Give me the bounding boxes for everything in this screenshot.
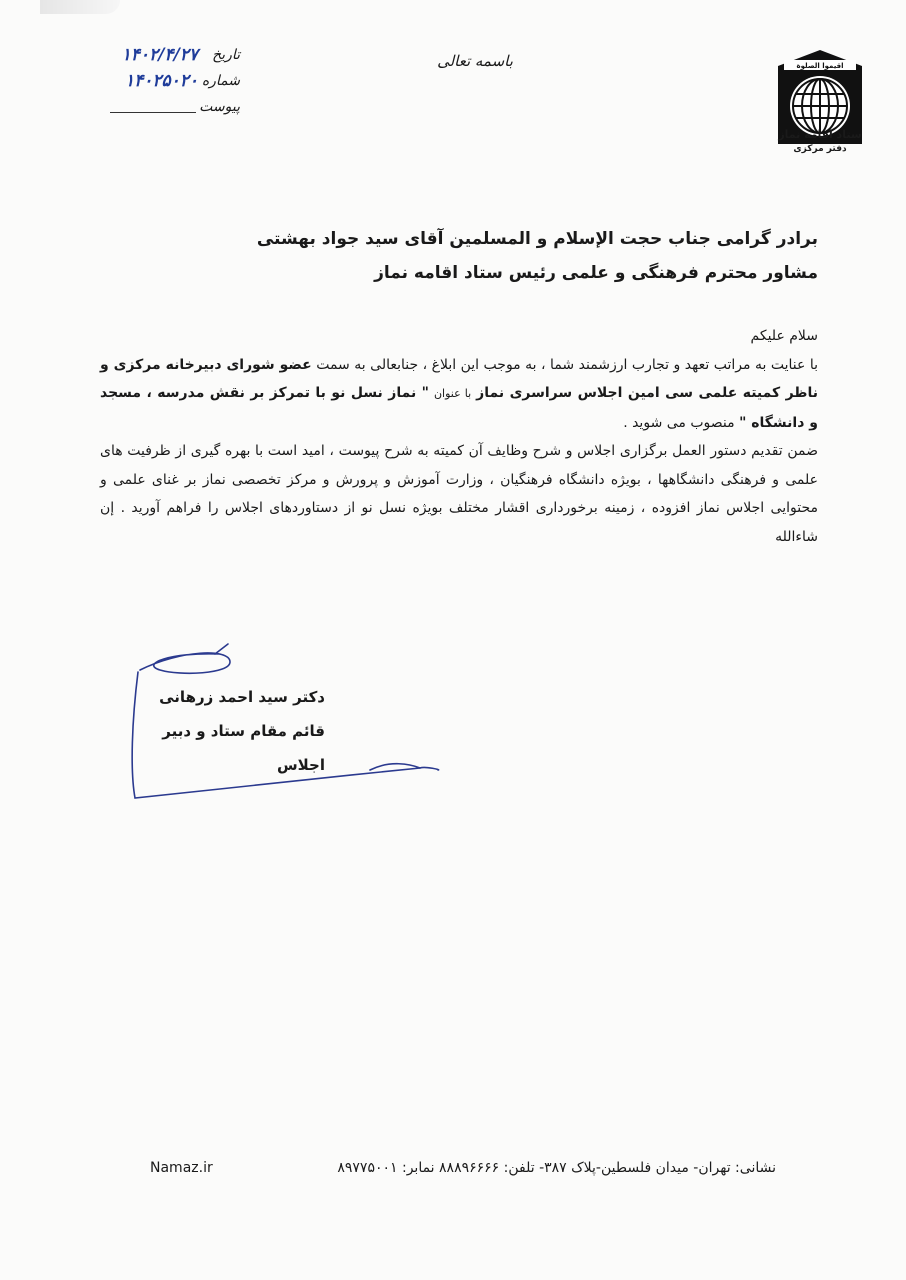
greeting: سلام علیکم (750, 328, 818, 344)
signatory-name: دکتر سید احمد زرهانی (159, 688, 325, 706)
p1-conference-title: " نماز نسل نو با تمرکز بر نقش مدرسه ، مسجد و دانشگاه " (100, 385, 818, 431)
p1-titled: با عنوان (433, 387, 472, 400)
paragraph-2: ضمن تقدیم دستور العمل برگزاری اجلاس و شرح وظایف آن کمیته به شرح پیوست ، امید است با بهره گیری از ظرفیت های علمی و فرهنگی دانشگاهها ، بویژه دانشگاه فرهنگیان ، وزارت آموزش و پرورش و مرکز تخصصی نماز بر غنای علمی و محتوایی اجلاس نماز افزوده ، زمینه برخورداری اقشار مختلف بویژه نسل نو از دستاوردهای اجلاس را فراهم آورید . إن شاءالله (100, 443, 818, 545)
attachment-label: پیوست (199, 99, 240, 115)
letter-meta (110, 42, 240, 120)
number-row (110, 68, 240, 94)
footer-website[interactable]: Namaz.ir (150, 1160, 213, 1176)
p1-position: عضو شورای دبیرخانه مرکزی و ناظر کمیته علمی سی امین اجلاس سراسری نماز (100, 356, 819, 401)
p1-intro: با عنایت به مراتب تعهد و تجارب ارزشمند شما ، به موجب این ابلاغ ، جنابعالی به سمت (316, 356, 818, 373)
footer-address: نشانی: تهران- میدان فلسطین-پلاک ۳۸۷- تلفن: ۸۸۸۹۶۶۶۶ نمابر: ۸۹۷۷۵۰۰۱ (337, 1160, 776, 1176)
p1-closing: منصوب می شوید . (623, 414, 735, 431)
letter-footer (150, 1160, 776, 1176)
page-corner-shadow (40, 0, 120, 14)
paragraph-1 (100, 351, 818, 438)
addressee-line1: برادر گرامی جناب حجت الإسلام و المسلمین آقای سید جواد بهشتی (256, 229, 818, 249)
letter-body (100, 322, 818, 551)
signature-block (145, 680, 325, 782)
attachment-row (110, 94, 240, 120)
addressee-block (198, 222, 818, 290)
invocation-text: باسمه تعالی (437, 52, 513, 70)
date-row (110, 42, 240, 68)
signatory-title: قائم مقام ستاد و دبیر اجلاس (162, 722, 325, 774)
attachment-line (110, 102, 196, 113)
number-label: شماره (201, 73, 240, 89)
number-value: ۱۴۰۲۵۰۲۰ (124, 71, 198, 91)
date-label: تاریخ (212, 47, 240, 63)
logo-banner-text: اقیموا الصلوة (796, 62, 844, 70)
logo-caption-line2: دفتر مرکزی (793, 144, 847, 154)
addressee-line2: مشاور محترم فرهنگی و علمی رئیس ستاد اقامه نماز (374, 263, 818, 283)
logo-caption (770, 128, 870, 156)
date-value: ۱۴۰۲/۴/۲۷ (121, 45, 198, 65)
logo-caption-line1: ستاد اقامه نماز (778, 128, 862, 141)
